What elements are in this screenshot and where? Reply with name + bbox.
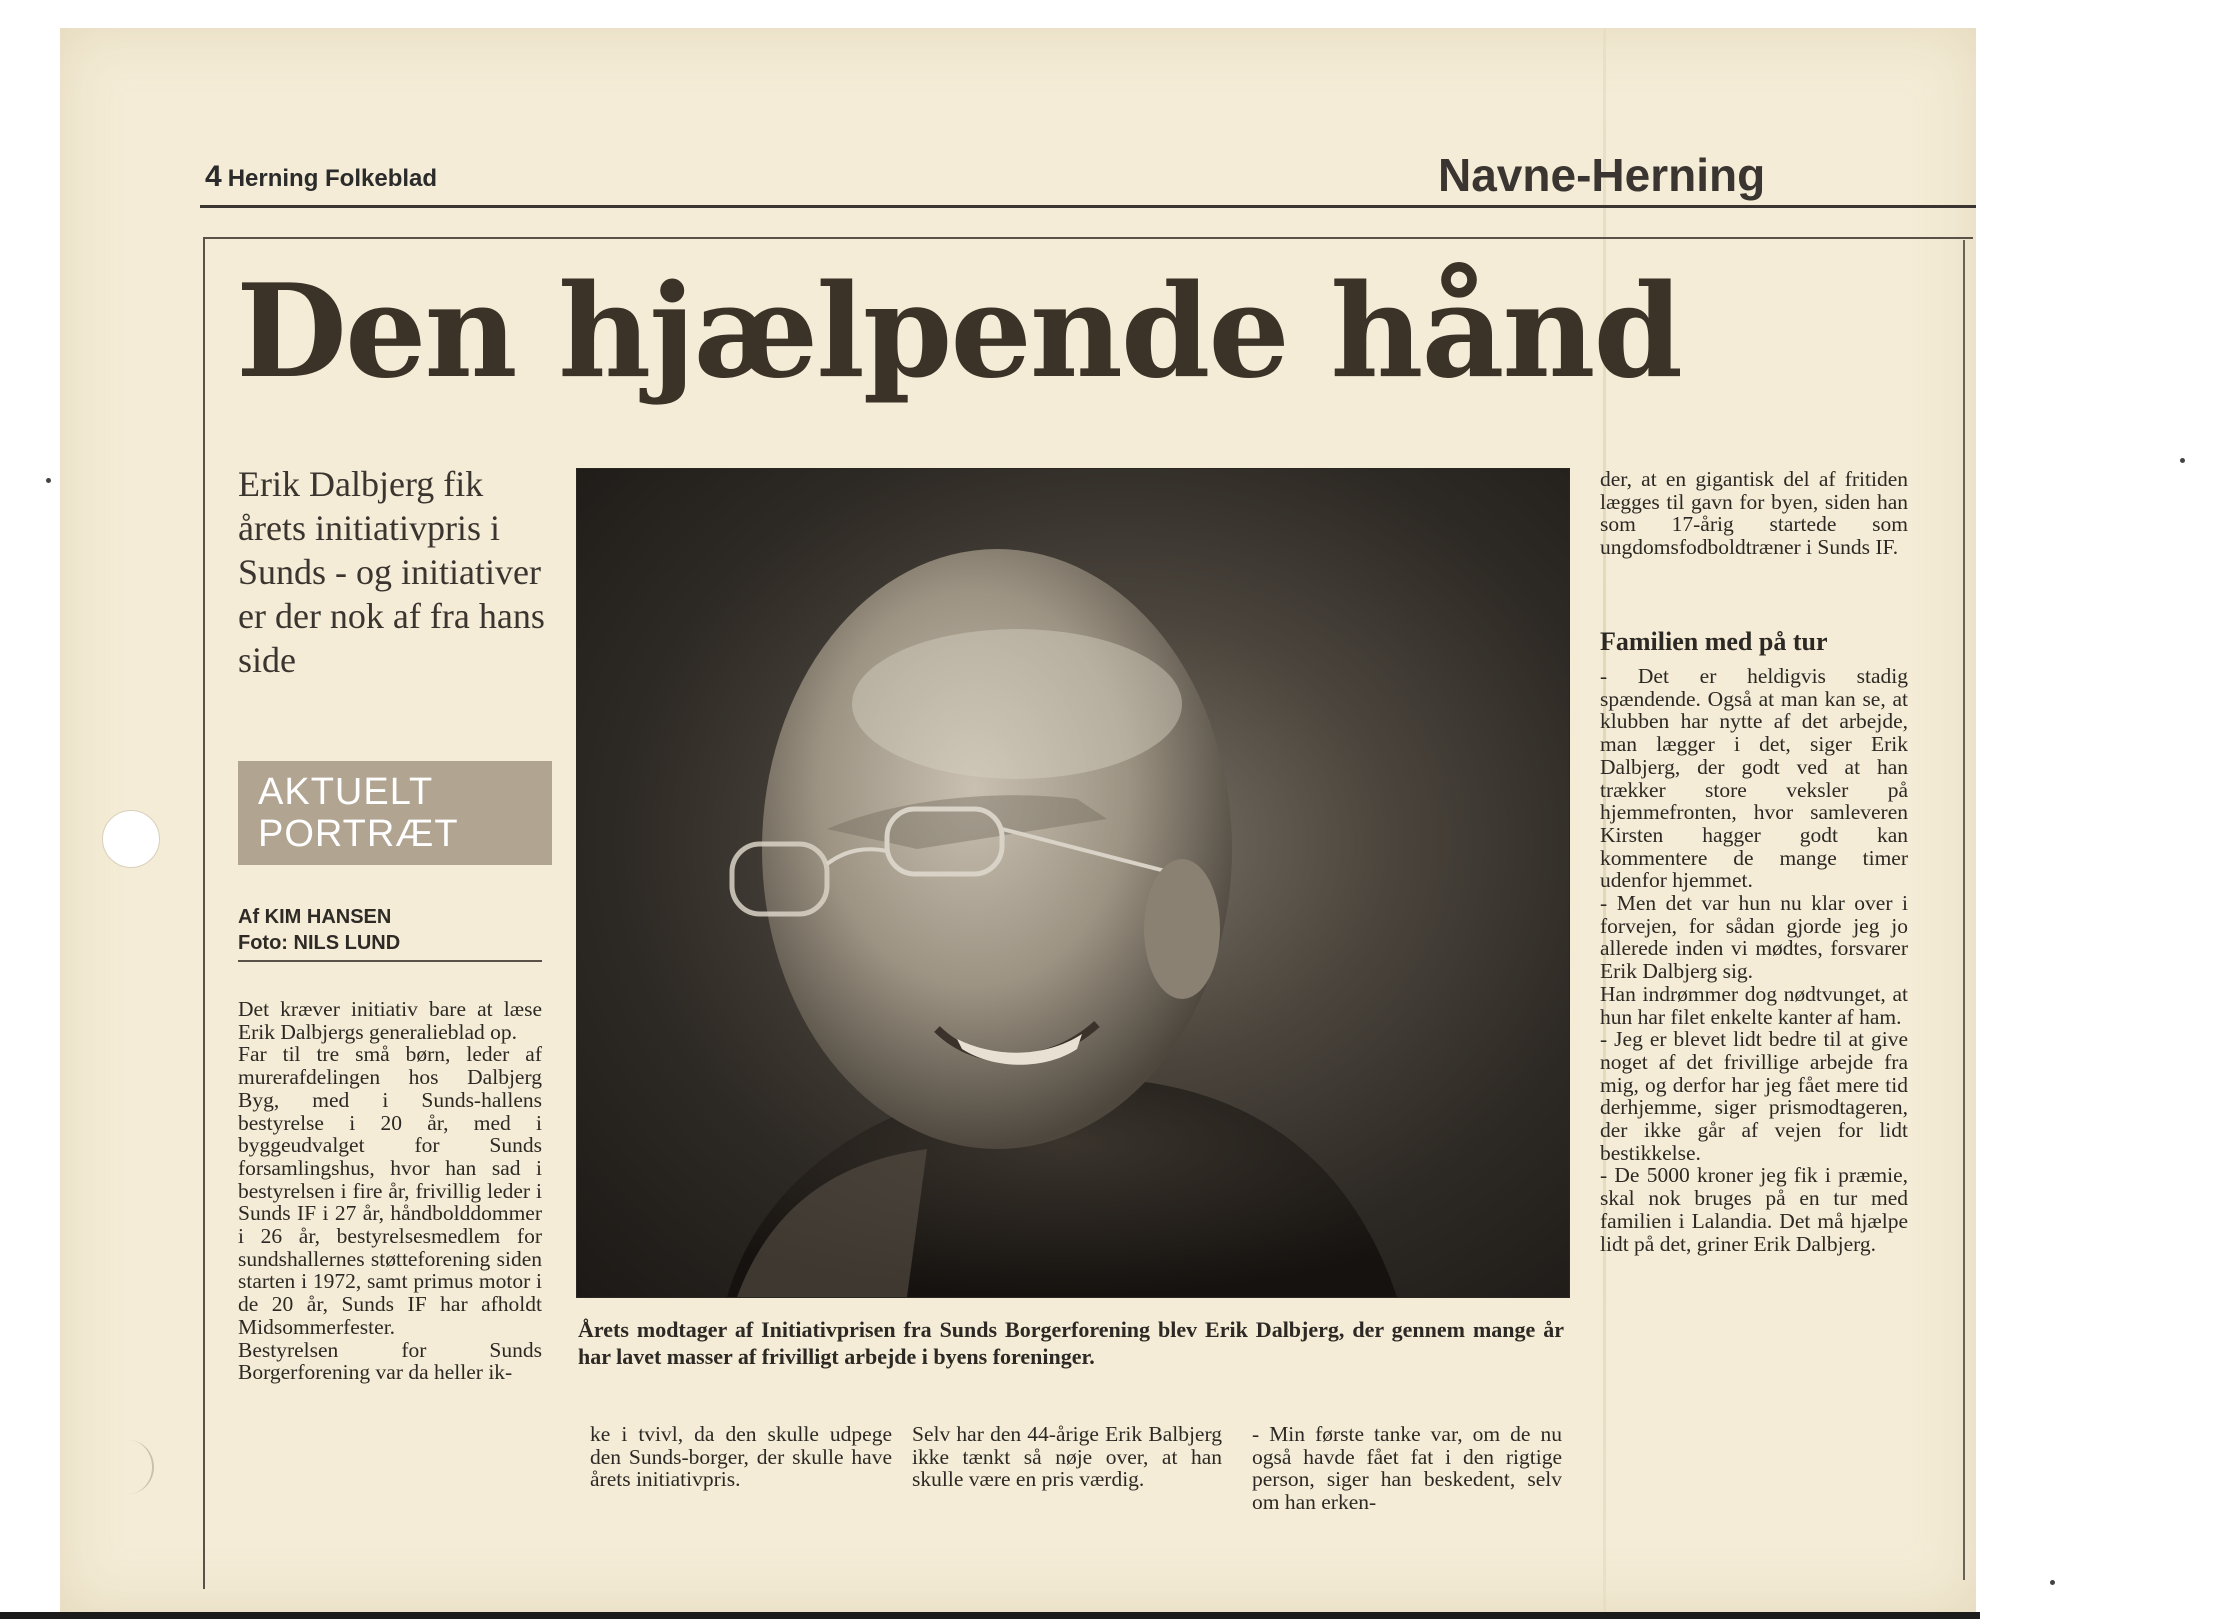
paragraph: Bestyrelsen for Sunds Borgerforening var da heller ik- [238,1337,542,1385]
text-column-4 [1252,1423,1562,1514]
text-column-5 [1600,468,1908,559]
section-title: Navne-Herning [1438,149,1766,201]
publication-name: Herning Folkeblad [227,165,438,192]
punch-hole-partial [102,1440,154,1494]
kicker-line-1: AKTUELT [258,771,434,813]
byline [238,904,400,956]
photo-caption: Årets modtager af Initiativprisen fra Sunds Borgerforening blev Erik Dalbjerg, der gennem mange år har lavet masser af frivilligt arbejde i byens foreninger. [578,1317,1564,1369]
paragraph: - De 5000 kroner jeg fik i præmie, skal nok bruges på en tur med familien i Lalandia. Det må hjælpe lidt på det, griner Erik Dalbjerg. [1600,1163,1908,1256]
text-column-2 [590,1423,892,1491]
headline: Den hjælpende hånd [236,257,1681,407]
paragraph: Han indrømmer dog nødtvunget, at hun har filet enkelte kanter af ham. [1600,981,1908,1029]
byline-author: Af KIM HANSEN [238,906,392,928]
paragraph: Det kræver initiativ bare at læse Erik Dalbjergs generalieblad op. [238,997,542,1044]
scan-edge-shadow [0,1612,1980,1619]
paragraph: Selv har den 44-årige Erik Balbjerg ikke tænkt så nøje over, at han skulle være en pris værdig. [912,1422,1222,1492]
byline-photo: Foto: NILS LUND [238,932,401,954]
kicker-line-2: PORTRÆT [258,813,459,855]
text-column-1 [238,998,542,1384]
header-rule [200,205,1976,208]
paragraph: - Min første tanke var, om de nu også havde fået fat i den rigtige person, siger han beskedent, selv om han erken- [1252,1422,1562,1515]
paragraph: der, at en gigantisk del af fritiden lægges til gavn for byen, siden han som 17-årig startede som ungdomsfodboldtræner i Sunds IF. [1600,467,1908,560]
dust-speck [46,478,51,483]
dust-speck [2050,1580,2055,1585]
paragraph: Far til tre små børn, leder af murerafdelingen hos Dalbjerg Byg, med i Sunds-hallens bestyrelse i 20 år, med i byggeudvalget for Sunds forsamlingshus, hvor han sad i bestyrelsen i fire år, frivillig leder i Sunds IF i 27 år, håndbolddommer i 26 år, bestyrelsesmedlem for sundshallernes støtteforening siden starten i 1972, samt primus motor i de 20 år, Sunds IF har afholdt Midsommerfester. [238,1042,542,1339]
portrait-photo [576,468,1570,1298]
paragraph: - Det er heldigvis stadig spændende. Også at man kan se, at klubben har nytte af det arbejde, man lægger i det, siger Erik Dalbjerg, der godt ved at han trækker store veksler på hjemmefronten, hvor samleveren Kirsten hagger godt kan kommentere de mange timer udenfor hjemmet. [1600,664,1908,893]
dust-speck [2180,458,2185,463]
page-folio [205,160,437,194]
text-column-3 [912,1423,1222,1491]
paragraph: - Jeg er blevet lidt bedre til at give noget af det frivillige arbejde fra mig, og derfor har jeg fået mere tid derhjemme, siger prismodtageren, der ikke går af vejen for lidt bestikkelse. [1600,1027,1908,1165]
byline-rule [238,960,542,962]
text-column-6 [1600,665,1908,1255]
paragraph: ke i tvivl, da den skulle udpege den Sunds-borger, der skulle have årets initiativpris. [590,1422,892,1492]
paragraph: - Men det var hun nu klar over i forvejen, for sådan gjorde jeg jo allerede inden vi mødtes, forsvarer Erik Dalbjerg sig. [1600,891,1908,984]
portrait-illustration [577,469,1569,1297]
page-number: 4 [205,160,222,193]
kicker-box [238,761,552,865]
punch-hole [102,810,160,868]
article-frame-right-rule [1963,240,1965,1580]
subheading: Familien med på tur [1600,627,1828,656]
deck: Erik Dalbjerg fik årets initiativpris i Sunds - og initiativer er der nok af fra hans side [238,464,545,680]
